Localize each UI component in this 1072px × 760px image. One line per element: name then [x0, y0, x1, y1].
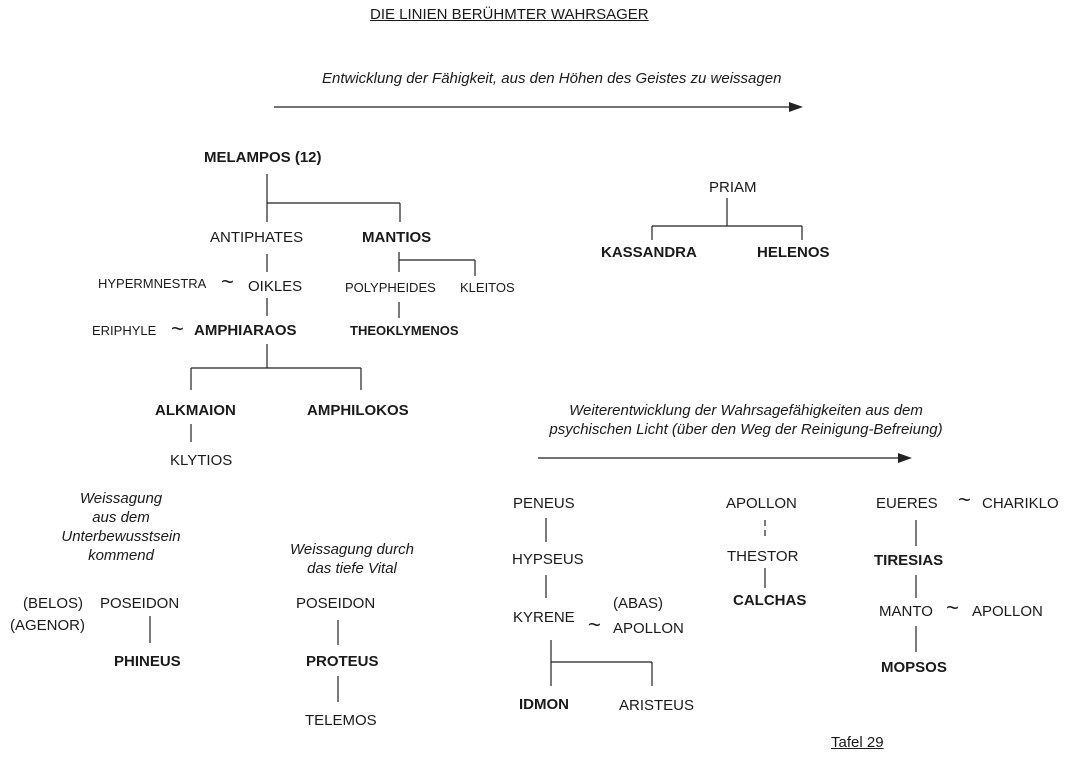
node-hypermnestra: HYPERMNESTRA — [98, 276, 207, 291]
node-manto: MANTO — [879, 603, 933, 620]
node-antiphates: ANTIPHATES — [210, 229, 304, 246]
diagram-title: DIE LINIEN BERÜHMTER WAHRSAGER — [370, 6, 649, 23]
node-helenos: HELENOS — [757, 244, 830, 261]
node-alkmaion: ALKMAION — [155, 402, 236, 419]
node-eueres: EUERES — [876, 495, 938, 512]
caption-unconscious: Weissagung aus dem Unterbewusstsein kommend — [61, 490, 181, 564]
node-abas: (ABAS) — [613, 595, 664, 612]
footer-plate-number: Tafel 29 — [831, 734, 884, 751]
node-klytios: KLYTIOS — [170, 452, 233, 469]
node-polypheides: POLYPHEIDES — [345, 280, 436, 295]
mid-caption: Weiterentwicklung der Wahrsagefähigkeiten aus dem psychischen Licht (über den Weg der Reinigung-Befreiung) — [549, 402, 943, 438]
union-symbol: ~ — [171, 316, 184, 341]
node-poseidon: POSEIDON — [296, 595, 376, 612]
node-amphilokos: AMPHILOKOS — [307, 402, 409, 419]
node-chariklo: CHARIKLO — [982, 495, 1059, 512]
node-telemos: TELEMOS — [305, 712, 377, 729]
node-kleitos: KLEITOS — [460, 280, 515, 295]
node-priam: PRIAM — [709, 179, 757, 196]
node-apollon: APOLLON — [972, 603, 1043, 620]
node-kassandra: KASSANDRA — [601, 244, 697, 261]
union-symbol: ~ — [221, 269, 234, 294]
node-amphiaraos: AMPHIARAOS — [194, 322, 297, 339]
union-symbol: ~ — [588, 612, 601, 637]
node-peneus: PENEUS — [513, 495, 575, 512]
node-calchas: CALCHAS — [733, 592, 807, 609]
node-belos: (BELOS) — [23, 595, 84, 612]
node-eriphyle: ERIPHYLE — [92, 323, 157, 338]
node-kyrene: KYRENE — [513, 609, 575, 626]
node-tiresias: TIRESIAS — [874, 552, 944, 569]
node-mopsos: MOPSOS — [881, 659, 947, 676]
node-aristeus: ARISTEUS — [619, 697, 695, 714]
node-agenor: (AGENOR) — [10, 617, 85, 634]
node-oikles: OIKLES — [248, 278, 303, 295]
node-thestor: THESTOR — [727, 548, 799, 565]
node-apollon: APOLLON — [726, 495, 797, 512]
node-proteus: PROTEUS — [306, 653, 379, 670]
node-poseidon: POSEIDON — [100, 595, 180, 612]
union-symbol: ~ — [946, 595, 959, 620]
node-mantios: MANTIOS — [362, 229, 432, 246]
node-idmon: IDMON — [519, 696, 569, 713]
node-melampos: MELAMPOS (12) — [204, 149, 322, 166]
union-symbol: ~ — [958, 487, 971, 512]
node-apollon: APOLLON — [613, 620, 684, 637]
node-theoklymenos: THEOKLYMENOS — [350, 323, 459, 338]
node-phineus: PHINEUS — [114, 653, 181, 670]
top-caption: Entwicklung der Fähigkeit, aus den Höhen des Geistes zu weissagen — [322, 70, 782, 87]
caption-vital: Weissagung durch das tiefe Vital — [290, 541, 414, 577]
node-hypseus: HYPSEUS — [512, 551, 584, 568]
